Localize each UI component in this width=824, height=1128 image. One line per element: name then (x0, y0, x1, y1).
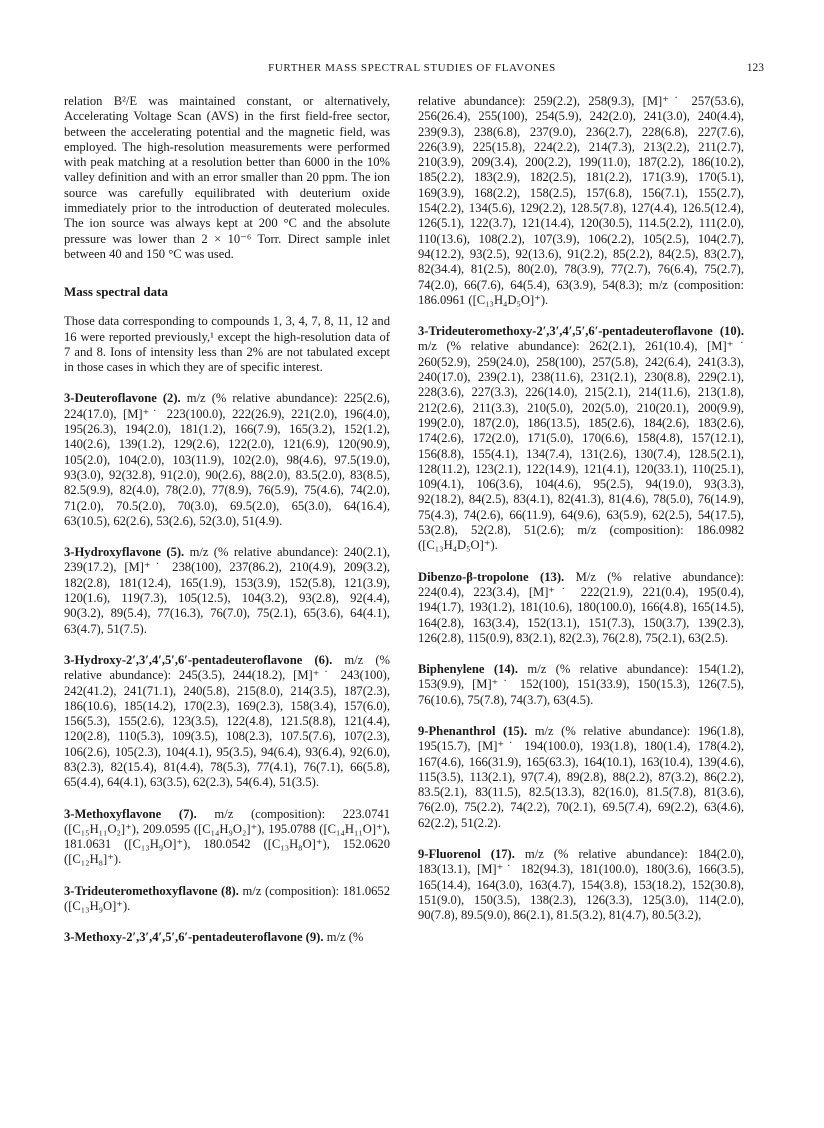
spectral-data: m/z (% relative abundance): 245(3.5), 244(18.2), [M]⁺˙ 243(100), 242(41.2), 241(71.1), 240(5.8), 215(8.0), 214(3.5), 187(2.3), 186(10.6), 185(14.2), 170(2.3), 169(2.3), 158(3.4), 157(6.0), 156(5.3), 155(2.6), 123(3.5), 122(4.8), 121.5(8.8), 121(4.4), 120(2.8), 110(5.3), 109(3.5), 108(2.3), 107.5(7.6), 107(2.3), 106(2.6), 105(2.3), 104(4.1), 95(3.5), 94(6.4), 93(6.4), 92(6.0), 83(2.3), 82(15.4), 81(4.4), 78(5.3), 77(4.1), 76(7.1), 66(5.8), 65(4.4), 64(4.1), 63(3.5), 62(2.3), 54(6.4), 51(3.5). (64, 652, 390, 790)
page-number: 123 (746, 62, 764, 74)
compound-name: 9-Fluorenol (17). (418, 847, 515, 862)
compound-entry (64, 807, 390, 868)
compound-entry (64, 930, 390, 945)
spectral-data: m/z (% relative abundance): 154(1.2), 153(9.9), [M]⁺˙ 152(100), 151(33.9), 150(15.3), 126(7.5), 76(10.6), 75(7.8), 74(3.7), 63(4.5). (418, 662, 744, 707)
page-header (60, 62, 764, 82)
compound-name: 3-Methoxyflavone (7). (64, 806, 197, 821)
compound-name: 3-Hydroxy-2′,3′,4′,5′,6′-pentadeuteroflavone (6). (64, 652, 333, 667)
compound-entry (64, 545, 390, 637)
compound-name: 3-Trideuteromethoxy-2′,3′,4′,5′,6′-pentadeuteroflavone (10). (418, 324, 744, 339)
compound-entry (418, 324, 744, 553)
compound-name: 3-Methoxy-2′,3′,4′,5′,6′-pentadeuteroflavone (9). (64, 930, 324, 945)
right-column (418, 94, 744, 924)
compound-name: 3-Deuteroflavone (2). (64, 391, 181, 406)
compound-name: 3-Hydroxyflavone (5). (64, 545, 185, 560)
spectral-data: m/z (% relative abundance): 225(2.6), 224(17.0), [M]⁺˙ 223(100.0), 222(26.9), 221(2.0), 196(4.0), 195(26.3), 194(2.0), 181(1.2), 166(7.9), 165(3.2), 152(1.2), 140(2.6), 139(1.2), 129(2.6), 122(2.0), 121(6.9), 120(90.9), 105(2.0), 104(2.0), 103(11.9), 102(2.0), 98(4.6), 97.5(19.0), 93(3.0), 92(32.8), 91(2.0), 90(2.6), 88(2.0), 83.5(2.0), 83(8.5), 82.5(9.9), 82(4.0), 78(2.0), 77(8.9), 76(5.9), 75(4.6), 74(2.0), 71(2.0), 70.5(2.0), 70(3.0), 69.5(2.0), 65(3.0), 64(16.4), 63(10.5), 62(2.6), 53(2.6), 52(3.0), 51(4.9). (64, 391, 390, 528)
section-heading: Mass spectral data (64, 284, 168, 300)
compound-entry (418, 570, 744, 646)
compound-name: 9-Phenanthrol (15). (418, 723, 528, 738)
compound-entry (64, 391, 390, 529)
compound-entry (64, 653, 390, 791)
intro-paragraph: relation B²/E was maintained constant, or alternatively, Accelerating Voltage Scan (AVS) in the first field-free sector, between the accelerating potential and the magnetic field, was employed. The high-resolution measurements were performed with peak matching at a resolution better than 6000 in the 10% valley definition and with an error smaller than 20 ppm. The ion source was carefully equilibrated with deuterium oxide immediately prior to the introduction of deuterated molecules. The ion source was always kept at 200 °C and the absolute pressure was lower than 2 × 10⁻⁶ Torr. Direct sample inlet between 40 and 150 °C was used. (64, 94, 390, 261)
compound-entry (64, 884, 390, 915)
spectral-data: M/z (% relative abundance): 224(0.4), 223(3.4), [M]⁺˙ 222(21.9), 221(0.4), 195(0.4), 194(1.7), 193(1.2), 181(10.6), 180(100.0), 166(4.8), 165(14.5), 164(2.8), 163(3.4), 152(13.1), 151(7.3), 150(3.7), 139(2.3), 126(2.8), 115(0.9), 83(2.1), 82(2.3), 76(2.8), 75(2.1), 63(2.5). (418, 569, 744, 645)
compound-entry (418, 724, 744, 831)
left-column (64, 94, 390, 946)
compound-entry (418, 847, 744, 923)
running-title: FURTHER MASS SPECTRAL STUDIES OF FLAVONES (268, 62, 556, 74)
compound-name: Biphenylene (14). (418, 662, 519, 677)
spectral-data: m/z (% (326, 930, 364, 945)
continued-spectral-data: relative abundance): 259(2.2), 258(9.3), [M]⁺˙ 257(53.6), 256(26.4), 255(100), 254(5.9), 242(2.0), 241(3.0), 240(4.4), 239(9.3), 238(6.8), 237(9.0), 236(2.7), 228(6.8), 227(7.6), 226(3.9), 225(15.8), 224(2.2), 214(7.3), 213(2.2), 211(2.7), 210(3.9), 209(3.4), 200(2.2), 199(11.0), 187(2.2), 186(10.2), 185(2.2), 183(2.9), 182(2.5), 181(2.2), 171(3.9), 170(5.1), 169(3.9), 168(2.2), 158(2.5), 157(6.8), 156(7.1), 155(2.7), 154(2.2), 134(5.6), 129(2.2), 128.5(7.8), 127(4.4), 126.5(12.4), 126(5.1), 122(3.7), 121(14.4), 120(30.5), 114.5(2.2), 111(2.0), 110(13.6), 108(2.2), 107(3.9), 106(2.2), 105(2.5), 104(2.7), 94(12.2), 93(2.5), 92(13.6), 91(2.2), 85(2.2), 84(2.5), 83(2.7), 82(34.4), 81(2.5), 80(2.0), 78(3.9), 77(2.7), 76(6.4), 75(2.7), 74(2.0), 66(7.6), 64(5.4), 63(3.9), 54(8.3); m/z (composition: 186.0961 ([C₁₃H₄D₅O]⁺). (418, 94, 744, 307)
spectral-data: m/z (% relative abundance): 262(2.1), 261(10.4), [M]⁺˙ 260(52.9), 259(24.0), 258(100), 257(5.8), 242(6.4), 241(3.3), 240(17.0), 239(2.1), 238(11.6), 231(2.1), 230(8.8), 229(2.1), 228(3.6), 227(3.3), 226(14.0), 215(2.1), 214(11.6), 213(1.8), 212(2.6), 211(3.3), 210(5.0), 202(5.0), 210(20.1), 200(9.9), 199(2.0), 187(2.0), 186(13.5), 185(2.6), 184(2.6), 183(2.6), 174(2.6), 172(2.0), 171(5.0), 170(6.6), 158(4.8), 157(12.1), 156(8.8), 155(4.1), 134(7.4), 131(2.6), 130(7.4), 128.5(2.1), 128(11.2), 123(2.1), 122(14.9), 121(4.1), 120(33.1), 110(25.1), 109(4.1), 106(3.6), 104(4.6), 95(2.5), 94(19.0), 93(3.3), 92(18.2), 84(2.5), 83(4.1), 82(41.3), 81(4.6), 78(5.0), 76(14.9), 75(4.3), 74(2.6), 66(11.9), 64(9.6), 63(5.9), 62(2.5), 54(17.5), 53(2.8), 52(2.8), 51(2.6); m/z (composition): 186.0982 ([C₁₃H₄D₅O]⁺). (418, 339, 744, 553)
compound-name: Dibenzo-β-tropolone (13). (418, 569, 565, 584)
compound-name: 3-Trideuteromethoxyflavone (8). (64, 883, 239, 898)
spectral-data: m/z (% relative abundance): 184(2.0), 183(13.1), [M]⁺˙ 182(94.3), 181(100.0), 180(3.6), 166(3.5), 165(14.4), 164(3.0), 163(4.7), 154(3.8), 153(18.2), 152(30.8), 151(9.0), 150(3.5), 138(2.3), 126(3.3), 125(3.0), 114(2.0), 90(7.8), 89.5(9.0), 86(2.1), 81.5(3.2), 81(4.7), 80.5(3.2), (418, 847, 744, 923)
spectral-data: m/z (% relative abundance): 240(2.1), 239(17.2), [M]⁺˙ 238(100), 237(86.2), 210(4.9), 209(3.2), 182(2.8), 181(12.4), 165(1.9), 153(3.9), 152(5.8), 121(3.9), 120(1.6), 119(7.3), 105(12.5), 104(3.2), 93(2.8), 92(4.4), 90(3.2), 89(5.4), 77(16.3), 76(7.0), 75(2.1), 65(3.6), 64(4.1), 63(4.7), 51(7.5). (64, 545, 390, 636)
section-intro-paragraph: Those data corresponding to compounds 1, 3, 4, 7, 8, 11, 12 and 16 were reported previously,¹ except the high-resolution data of 7 and 8. Ions of intensity less than 2% are not tabulated except in those cases in which they are of specific interest. (64, 314, 390, 375)
compound-entry (418, 662, 744, 708)
spectral-data: m/z (% relative abundance): 196(1.8), 195(15.7), [M]⁺˙ 194(100.0), 193(1.8), 180(1.4), 178(4.2), 167(4.6), 166(31.9), 165(63.3), 164(10.1), 163(10.4), 139(4.6), 115(3.5), 113(2.1), 97(7.4), 89(2.8), 88(2.2), 87(3.2), 86(2.2), 83.5(2.1), 83(11.5), 82.5(13.3), 82(16.0), 81.5(7.8), 81(3.6), 76(2.0), 75(2.2), 74(2.2), 70(2.1), 69.5(7.4), 69(2.2), 63(4.6), 62(2.2), 51(2.2). (418, 723, 745, 830)
spectral-data: m/z (composition): 223.0741 ([C₁₅H₁₁O₂]⁺), 209.0595 ([C₁₄H₉O₂]⁺), 195.0788 ([C₁₄H₁₁O]⁺), 181.0631 ([C₁₃H₉O]⁺), 180.0542 ([C₁₃H₈O]⁺), 152.0620 ([C₁₂H₈]⁺). (64, 806, 390, 867)
spectral-data: m/z (composition): 181.0652 ([C₁₃H₉O]⁺). (64, 883, 391, 914)
